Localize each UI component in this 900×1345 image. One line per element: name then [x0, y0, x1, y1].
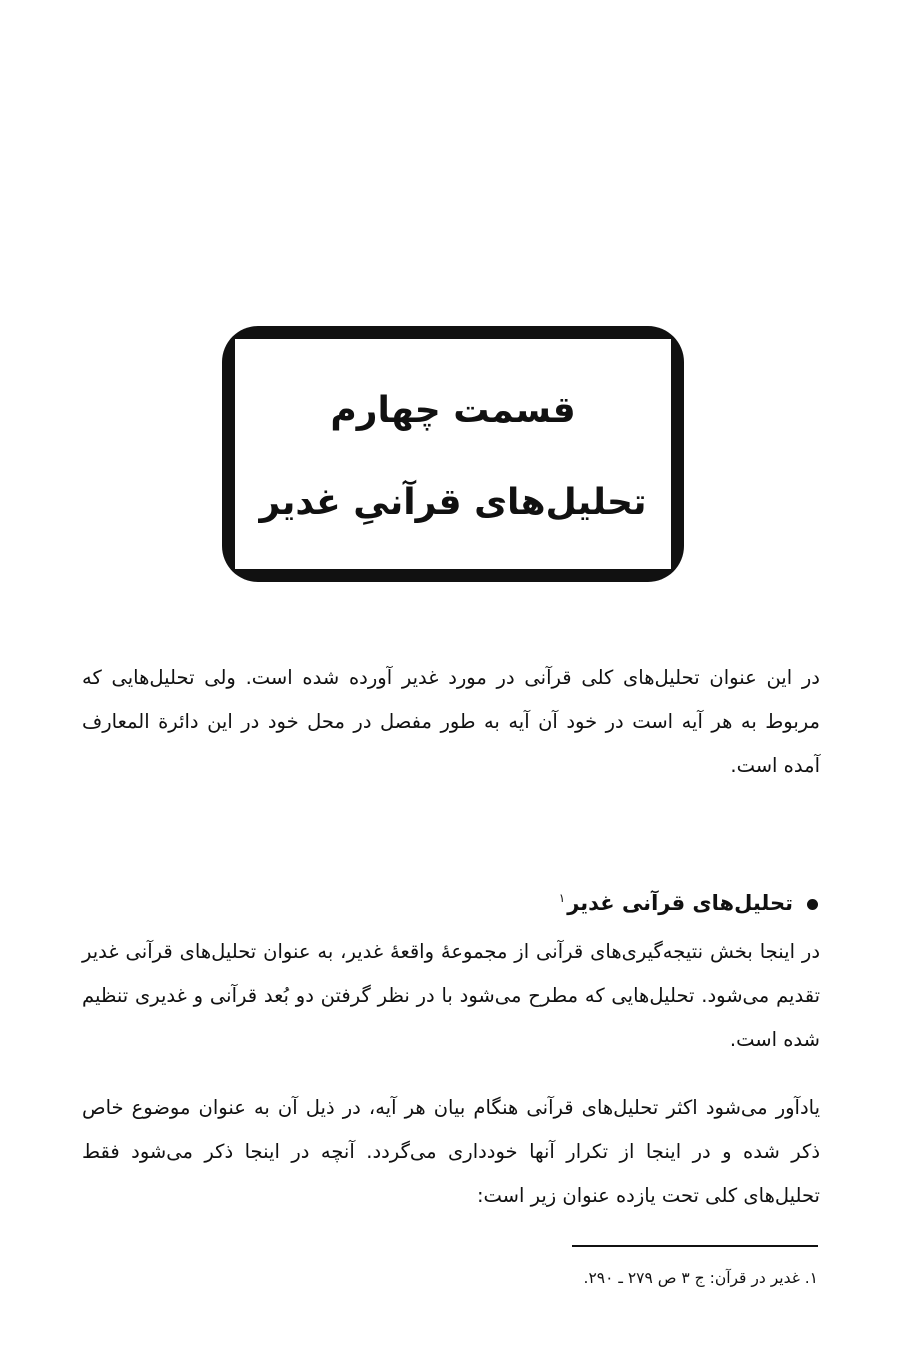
footnote-marker: ۱ — [558, 891, 566, 905]
part-subject-title: تحلیل‌های قرآنیِ غدیر — [259, 482, 647, 523]
footnote-divider — [572, 1245, 818, 1247]
part-title-frame — [222, 326, 684, 582]
footnote-text: ۱. غدیر در قرآن: ج ۳ ص ۲۷۹ ـ ۲۹۰. — [583, 1269, 818, 1287]
section-paragraph-2: یادآور می‌شود اکثر تحلیل‌های قرآنی هنگام بیان هر آیه، در ذیل آن به عنوان موضوع خاص ذکر شده و در اینجا از تکرار آنها خودداری می‌گردد. آنچه در اینجا ذکر می‌شود فقط تحلیل‌های کلی تحت یازده عنوان زیر است: — [82, 1096, 820, 1207]
bullet-icon — [807, 899, 818, 910]
intro-paragraph: در این عنوان تحلیل‌های کلی قرآنی در مورد غدیر آورده شده است. ولی تحلیل‌هایی که مربوط به هر آیه است در خود آن آیه به طور مفصل در محل خود در این دائرة المعارف آمده است. — [82, 666, 820, 777]
part-title-box — [234, 338, 672, 570]
part-number-title: قسمت چهارم — [330, 390, 576, 431]
section-paragraph-1: در اینجا بخش نتیجه‌گیری‌های قرآنی از مجموعهٔ واقعهٔ غدیر، به عنوان تحلیل‌های قرآنی غدیر تقدیم می‌شود. تحلیل‌هایی که مطرح می‌شود با در نظر گرفتن دو بُعد قرآنی و غدیری تنظیم شده است. — [82, 940, 820, 1051]
section-heading — [559, 878, 818, 923]
section-heading-text: تحلیل‌های قرآنی غدیر — [567, 891, 793, 915]
